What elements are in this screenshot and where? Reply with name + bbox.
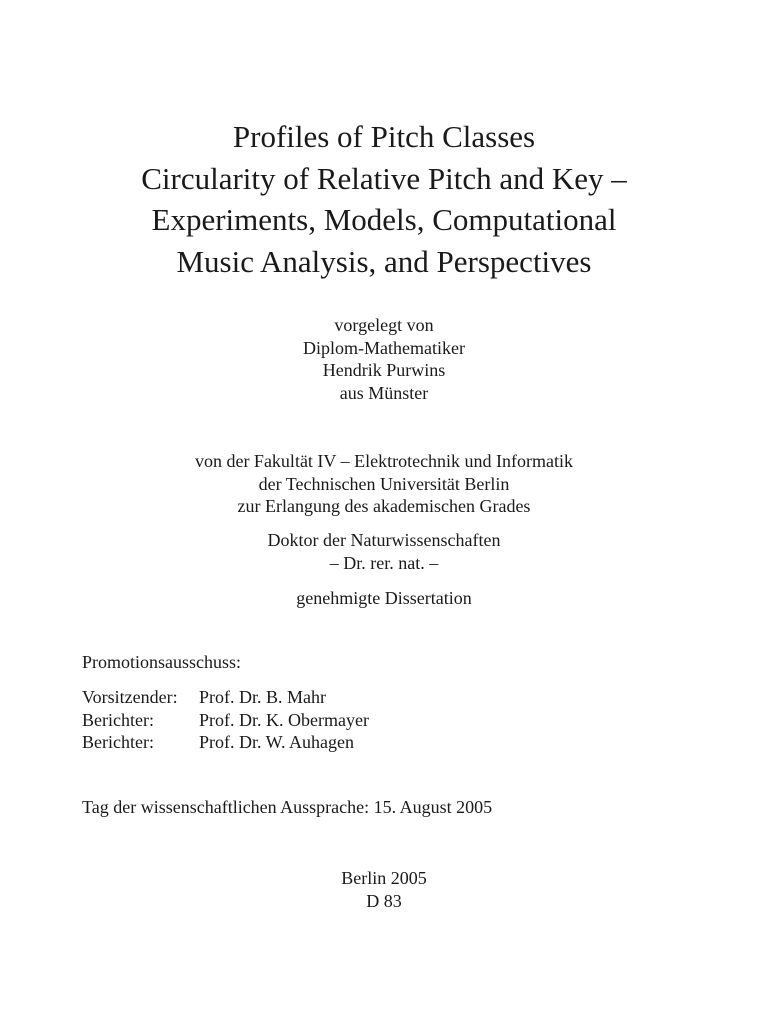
- degree-block: [0, 529, 768, 574]
- committee-role: Berichter:: [82, 732, 154, 752]
- author-block: [0, 314, 768, 404]
- faculty-block: [0, 450, 768, 518]
- title-line: Profiles of Pitch Classes: [232, 119, 536, 154]
- title-line: Circularity of Relative Pitch and Key –: [141, 160, 627, 196]
- footer-block: [0, 867, 768, 912]
- purpose-line: zur Erlangung des akademischen Grades: [237, 496, 531, 516]
- title-line: Music Analysis, and Perspectives: [176, 243, 592, 279]
- dissertation-title: [0, 116, 768, 282]
- committee-name: Prof. Dr. W. Auhagen: [199, 732, 354, 752]
- committee-list: [82, 686, 369, 754]
- degree-abbreviation: – Dr. rer. nat. –: [329, 552, 439, 573]
- faculty-line: von der Fakultät IV – Elektrotechnik und Informatik: [194, 451, 574, 471]
- university-line: der Technischen Universität Berlin: [258, 473, 510, 494]
- submitted-by-text: vorgelegt von: [334, 315, 434, 335]
- approval-block: [0, 587, 768, 610]
- committee-role: Berichter:: [82, 709, 154, 730]
- committee-heading: Promotionsausschuss:: [82, 652, 242, 672]
- author-degree: Diplom-Mathematiker: [303, 337, 465, 358]
- committee-member: [82, 709, 369, 732]
- approval-text: genehmigte Dissertation: [296, 588, 472, 608]
- place-year: Berlin 2005: [341, 868, 427, 888]
- defense-date: Tag der wissenschaftlichen Aussprache: 15. August 2005: [82, 797, 493, 817]
- committee-role: Vorsitzender:: [82, 687, 178, 707]
- degree-name: Doktor der Naturwissenschaften: [267, 530, 501, 550]
- author-name: Hendrik Purwins: [322, 360, 446, 380]
- committee-member: [82, 686, 369, 709]
- author-origin: aus Münster: [339, 382, 429, 403]
- committee-member: [82, 731, 369, 754]
- dissertation-code: D 83: [366, 890, 402, 911]
- committee-name: Prof. Dr. B. Mahr: [199, 687, 326, 707]
- title-line: Experiments, Models, Computational: [151, 202, 617, 237]
- committee-name: Prof. Dr. K. Obermayer: [199, 709, 369, 730]
